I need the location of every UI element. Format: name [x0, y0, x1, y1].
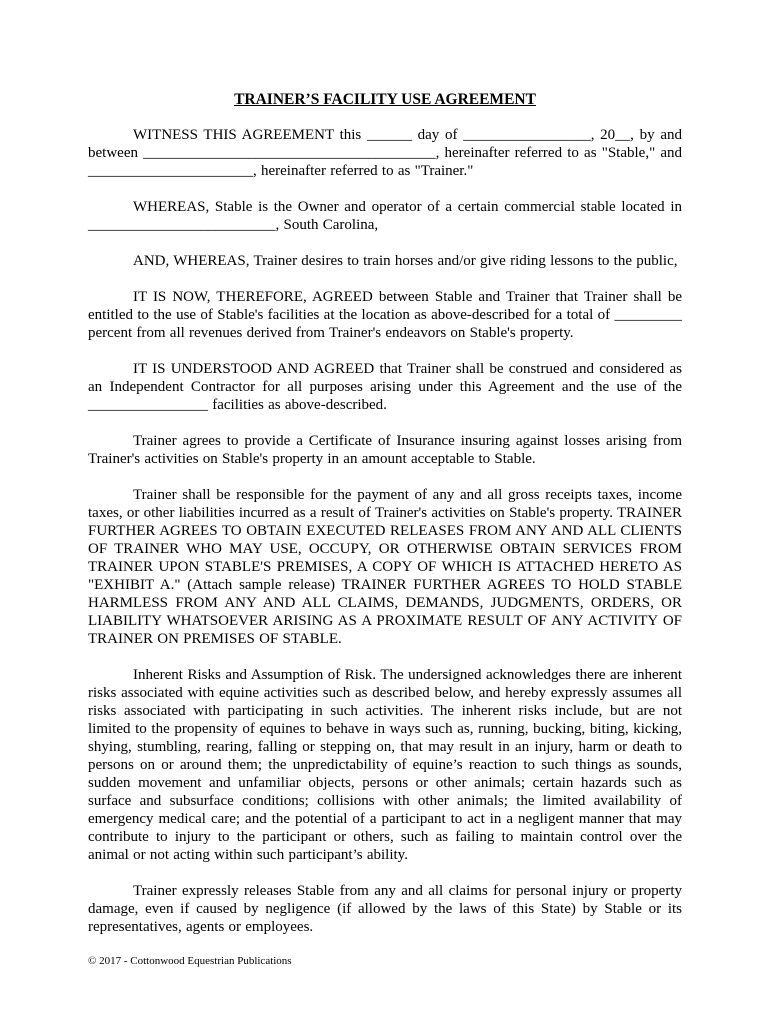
- paragraph-independent-contractor: IT IS UNDERSTOOD AND AGREED that Trainer shall be construed and considered as an Independent Contractor for all purposes arising under this Agreement and the use of the ________________ facilities as above-described.: [88, 361, 682, 413]
- paragraph-release-of-claims: Trainer expressly releases Stable from any and all claims for personal injury or property damage, even if caused by negligence (if allowed by the laws of this State) by Stable or its representatives, agents or employees.: [88, 883, 682, 935]
- paragraph-and-whereas-trainer: AND, WHEREAS, Trainer desires to train horses and/or give riding lessons to the public,: [133, 253, 678, 269]
- copyright-footer: © 2017 - Cottonwood Equestrian Publications: [88, 955, 292, 967]
- paragraph-taxes-and-releases: Trainer shall be responsible for the payment of any and all gross receipts taxes, income taxes, or other liabilities incurred as a result of Trainer's activities on Stable's property. TRAINER FURTHER AGREES TO OBTAIN EXECUTED RELEASES FROM ANY AND ALL CLIENTS OF TRAINER WHO MAY USE, OCCUPY, OR OTHERWISE OBTAIN SERVICES FROM TRAINER UPON STABLE'S PREMISES, A COPY OF WHICH IS ATTACHED HERETO AS "EXHIBIT A." (Attach sample release) TRAINER FURTHER AGREES TO HOLD STABLE HARMLESS FROM ANY AND ALL CLAIMS, DEMANDS, JUDGMENTS, ORDERS, OR LIABILITY WHATSOEVER ARISING AS A PROXIMATE RESULT OF ANY ACTIVITY OF TRAINER ON PREMISES OF STABLE.: [88, 487, 682, 647]
- paragraph-witness-agreement: WITNESS THIS AGREEMENT this ______ day of _________________, 20__, by and between _______________________________________, hereinafter referred to as "Stable," and ______________________, hereinafter referred to as "Trainer.": [88, 127, 682, 179]
- paragraph-inherent-risks: Inherent Risks and Assumption of Risk. The undersigned acknowledges there are inherent risks associated with equine activities such as described below, and hereby expressly assumes all risks associated with participating in such activities. The inherent risks include, but are not limited to the propensity of equines to behave in ways such as, running, bucking, biting, kicking, shying, stumbling, rearing, falling or stepping on, that may result in an injury, harm or death to persons on or around them; the unpredictability of equine’s reaction to such things as sounds, sudden movement and unfamiliar objects, persons or other animals; certain hazards such as surface and subsurface conditions; collisions with other animals; the limited availability of emergency medical care; and the potential of a participant to act in a negligent manner that may contribute to injury to the participant or others, such as failing to maintain control over the animal or not acting within such participant’s ability.: [88, 667, 682, 863]
- paragraph-whereas-stable: WHEREAS, Stable is the Owner and operator of a certain commercial stable located in _________________________, South Carolina,: [88, 199, 682, 233]
- document-title: TRAINER’S FACILITY USE AGREEMENT: [234, 91, 536, 108]
- paragraph-certificate-of-insurance: Trainer agrees to provide a Certificate of Insurance insuring against losses arising from Trainer's activities on Stable's property in an amount acceptable to Stable.: [88, 433, 682, 467]
- paragraph-it-is-now-agreed: IT IS NOW, THEREFORE, AGREED between Stable and Trainer that Trainer shall be entitled to the use of Stable's facilities at the location as above-described for a total of _________ percent from all revenues derived from Trainer's endeavors on Stable's property.: [88, 289, 682, 341]
